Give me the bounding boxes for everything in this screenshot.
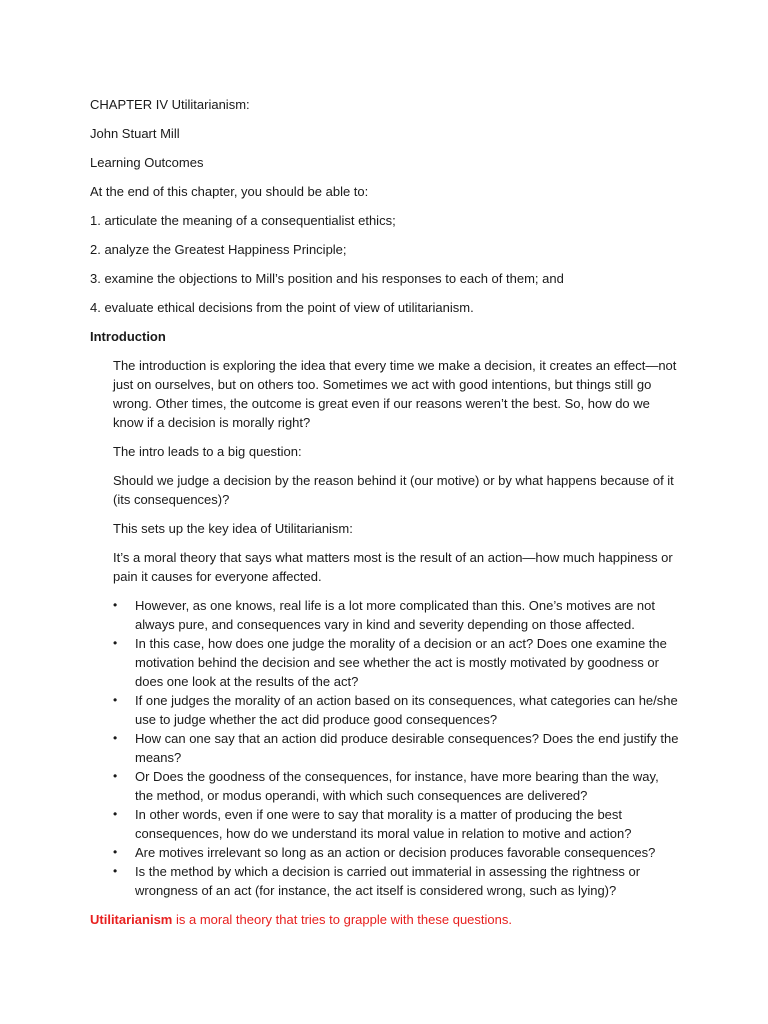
list-item-text: Are motives irrelevant so long as an action or decision produces favorable consequences? <box>135 845 656 860</box>
closing-statement <box>90 910 680 929</box>
intro-paragraph-2: The intro leads to a big question: <box>113 444 302 459</box>
outcome-item-3: 3. examine the objections to Mill’s position and his responses to each of them; and <box>90 271 564 286</box>
intro-paragraph-3: Should we judge a decision by the reason behind it (our motive) or by what happens because of it (its consequences)? <box>113 473 674 507</box>
closing-text: is a moral theory that tries to grapple with these questions. <box>172 912 512 927</box>
intro-paragraph-4: This sets up the key idea of Utilitarianism: <box>113 521 353 536</box>
learning-outcomes-heading: Learning Outcomes <box>90 155 204 170</box>
list-item <box>113 729 680 767</box>
outcomes-intro: At the end of this chapter, you should be able to: <box>90 184 369 199</box>
list-item-text: If one judges the morality of an action based on its consequences, what categories can he/she use to judge whether the act did produce good consequences? <box>135 693 678 727</box>
bullet-icon: • <box>113 769 118 783</box>
intro-paragraph-1: The introduction is exploring the idea that every time we make a decision, it creates an effect—not just on ourselves, but on others too. Sometimes we act with good intentions, but things still go wrong. Other times, the outcome is great even if our reasons weren’t the best. So, how do we know if a decision is morally right? <box>113 358 677 430</box>
closing-term: Utilitarianism <box>90 912 173 927</box>
list-item-text: Is the method by which a decision is carried out immaterial in assessing the rightness or wrongness of an act (for instance, the act itself is considered wrong, such as lying)? <box>135 864 641 898</box>
question-list <box>90 596 680 900</box>
list-item <box>113 634 680 691</box>
list-item <box>113 596 680 634</box>
intro-paragraph-5: It’s a moral theory that says what matters most is the result of an action—how much happiness or pain it causes for everyone affected. <box>113 550 673 584</box>
bullet-icon: • <box>113 731 118 745</box>
document-page <box>90 95 680 929</box>
bullet-icon: • <box>113 598 118 612</box>
bullet-icon: • <box>113 864 118 878</box>
list-item-text: How can one say that an action did produce desirable consequences? Does the end justify the means? <box>135 731 679 765</box>
author-name: John Stuart Mill <box>90 126 180 141</box>
introduction-body <box>113 356 680 586</box>
list-item-text: In this case, how does one judge the morality of a decision or an act? Does one examine the motivation behind the decision and see whether the act is mostly motivated by goodness or does one look at the results of the act? <box>135 636 667 689</box>
outcome-item-2: 2. analyze the Greatest Happiness Principle; <box>90 242 347 257</box>
list-item-text: In other words, even if one were to say that morality is a matter of producing the best consequences, how do we understand its moral value in relation to motive and action? <box>135 807 632 841</box>
list-item <box>113 843 680 862</box>
bullet-icon: • <box>113 807 118 821</box>
outcome-item-4: 4. evaluate ethical decisions from the point of view of utilitarianism. <box>90 300 474 315</box>
list-item <box>113 862 680 900</box>
outcome-item-1: 1. articulate the meaning of a consequentialist ethics; <box>90 213 396 228</box>
introduction-heading: Introduction <box>90 329 166 344</box>
list-item <box>113 691 680 729</box>
list-item-text: Or Does the goodness of the consequences, for instance, have more bearing than the way, the method, or modus operandi, with which such consequences are delivered? <box>135 769 659 803</box>
bullet-icon: • <box>113 845 118 859</box>
bullet-icon: • <box>113 636 118 650</box>
list-item <box>113 805 680 843</box>
bullet-icon: • <box>113 693 118 707</box>
list-item <box>113 767 680 805</box>
chapter-title: CHAPTER IV Utilitarianism: <box>90 97 250 112</box>
list-item-text: However, as one knows, real life is a lot more complicated than this. One’s motives are not always pure, and consequences vary in kind and severity depending on those affected. <box>135 598 656 632</box>
